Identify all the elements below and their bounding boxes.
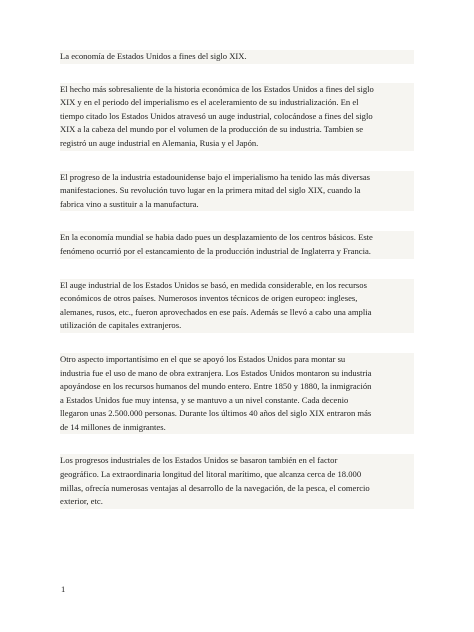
paragraph [60,231,414,258]
paragraph-list [60,83,414,509]
paragraph-line: fabrica vino a sustituir a la manufactura. [60,198,414,212]
document-body [60,50,414,529]
paragraph-line: El hecho más sobresaliente de la historia económica de los Estados Unidos a fines del siglo [60,83,414,97]
paragraph-line: Otro aspecto importantísimo en el que se apoyó los Estados Unidos para montar su [60,353,414,367]
paragraph-line: exterior, etc. [60,495,414,509]
paragraph-line: llegaron unas 2.500.000 personas. Durante los últimos 40 años del siglo XIX entraron más [60,407,414,421]
paragraph-line: apoyándose en los recursos humanos del mundo entero. Entre 1850 y 1880, la inmigración [60,380,414,394]
paragraph-line: económicos de otros países. Numerosos inventos técnicos de origen europeo: ingleses, [60,292,414,306]
paragraph-line: En la economía mundial se habia dado pues un desplazamiento de los centros básicos. Este [60,231,414,245]
document-title: La economía de Estados Unidos a fines del siglo XIX. [60,50,414,64]
paragraph-line: XIX y en el periodo del imperialismo es el aceleramiento de su industrialización. En el [60,96,414,110]
paragraph-line: industria fue el uso de mano de obra extranjera. Los Estados Unidos montaron su industria [60,367,414,381]
paragraph-line: El auge industrial de los Estados Unidos se basó, en medida considerable, en los recursos [60,279,414,293]
paragraph [60,353,414,435]
paragraph-line: El progreso de la industria estadounidense bajo el imperialismo ha tenido las más diversas [60,171,414,185]
paragraph [60,454,414,508]
paragraph [60,279,414,333]
paragraph-line: millas, ofrecía numerosas ventajas al desarrollo de la navegación, de la pesca, el comercio [60,482,414,496]
paragraph-line: a Estados Unidos fue muy intensa, y se mantuvo a un nivel constante. Cada decenio [60,394,414,408]
paragraph-line: Los progresos industriales de los Estados Unidos se basaron también en el factor [60,454,414,468]
paragraph-line: tiempo citado los Estados Unidos atravesó un auge industrial, colocándose a fines del siglo [60,110,414,124]
paragraph-line: manifestaciones. Su revolución tuvo lugar en la primera mitad del siglo XIX, cuando la [60,184,414,198]
paragraph-line: de 14 millones de inmigrantes. [60,421,414,435]
paragraph-line: utilización de capitales extranjeros. [60,319,414,333]
paragraph-line: fenómeno ocurrió por el estancamiento de la producción industrial de Inglaterra y Francia. [60,245,414,259]
paragraph-line: geográfico. La extraordinaria longitud del litoral marítimo, que alcanza cerca de 18.000 [60,468,414,482]
paragraph-line: XIX a la cabeza del mundo por el volumen de la producción de su industria. Tambien se [60,123,414,137]
paragraph-line: registró un auge industrial en Alemania, Rusia y el Japón. [60,137,414,151]
paragraph [60,83,414,151]
paragraph-line: alemanes, rusos, etc., fueron aprovechados en ese país. Además se llevó a cabo una amplia [60,306,414,320]
page-number: 1 [61,584,66,594]
paragraph [60,171,414,212]
